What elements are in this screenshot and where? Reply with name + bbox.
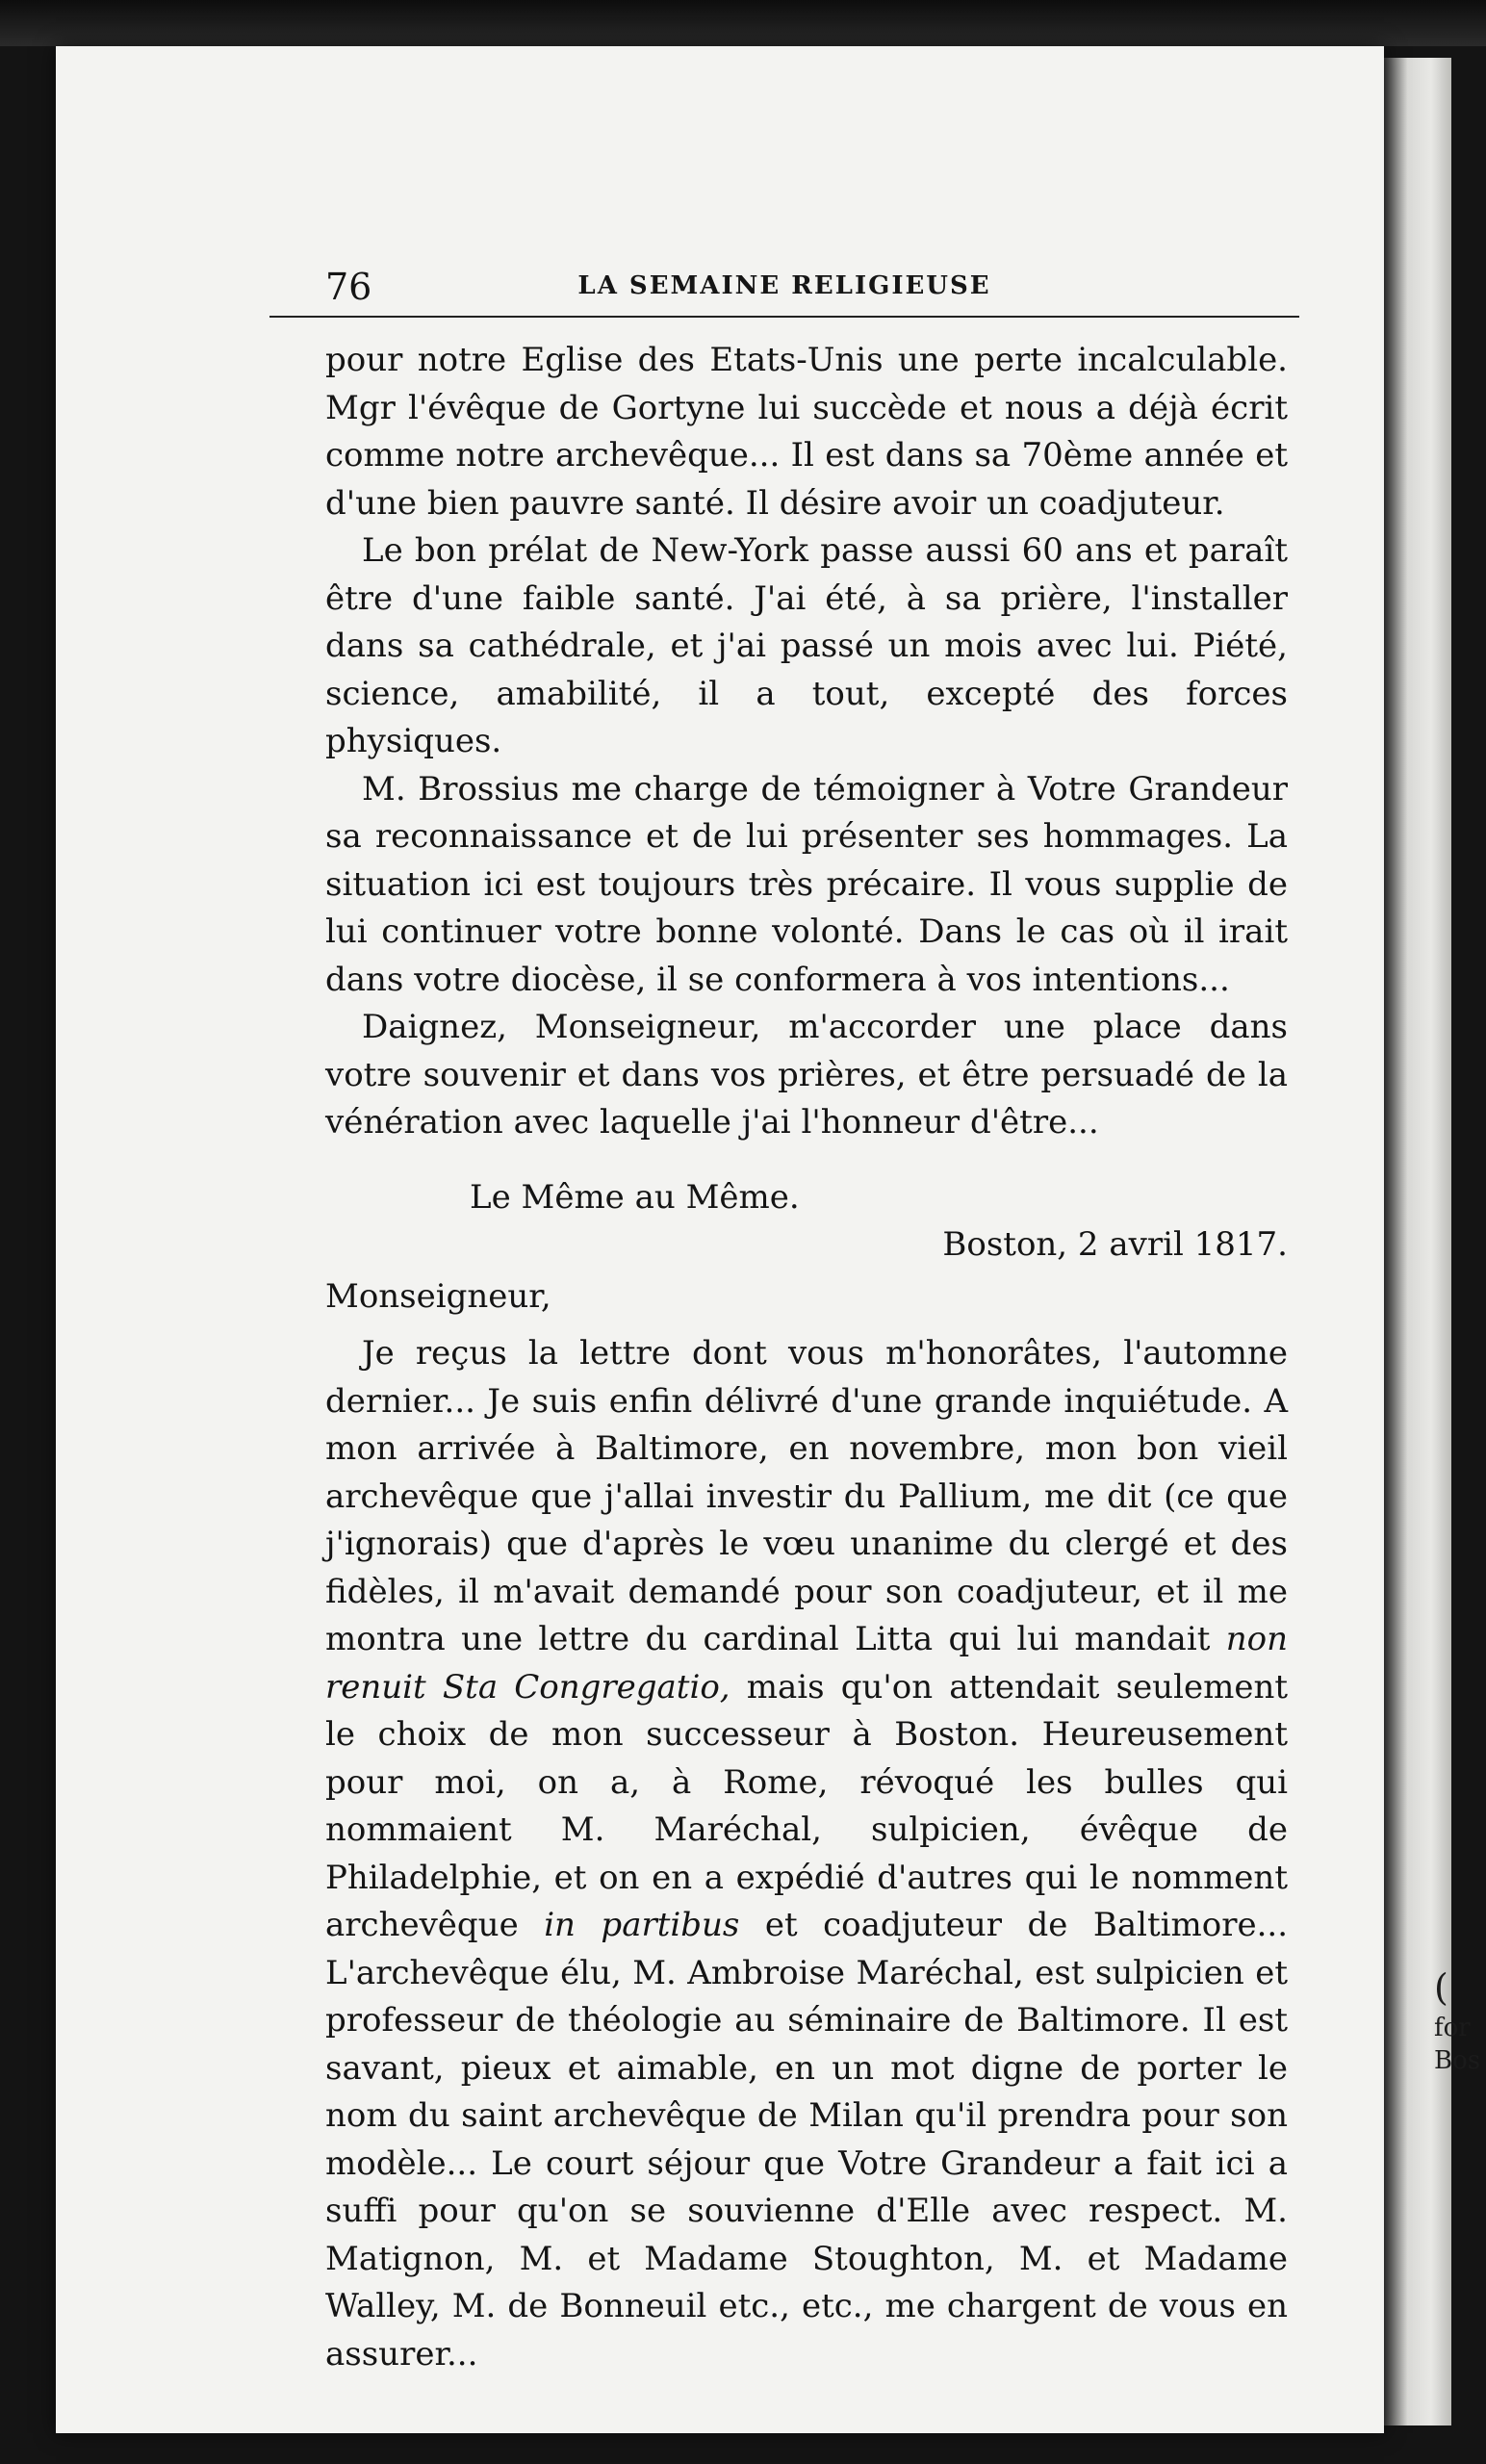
latin-phrase: non renuit Sta Congregatio, [325, 1620, 1288, 1707]
latin-phrase-in-partibus: in partibus [544, 1906, 740, 1944]
paragraph-4: Daignez, Monseigneur, m'accorder une place dans votre souvenir et dans vos prières, et être persuadé de la vénération avec laquelle j'ai l'honneur d'être... [325, 1008, 1288, 1142]
scan-background-top [0, 0, 1486, 46]
paragraph-2: Le bon prélat de New-York passe aussi 60 ans et paraît être d'une faible santé. J'ai été, à sa prière, l'installer dans sa cathédrale, et j'ai passé un mois avec lui. Piété, science, amabilité, il a tout, excepté des forces physiques. [325, 531, 1288, 760]
paragraph-3: M. Brossius me charge de témoigner à Votre Grandeur sa reconnaissance et de lui présenter ses hommages. La situation ici est toujours très précaire. Il vous supplie de lui continuer votre bonne volonté. Dans le cas où il irait dans votre diocèse, il se conformera à vos intentions... [325, 769, 1288, 999]
letter-body [325, 1330, 1288, 2378]
letter-paragraph [325, 1330, 1288, 2378]
letter-text-part3: et coadjuteur de Baltimore... L'archevêque élu, M. Ambroise Maréchal, est sulpicien et professeur de théologie au séminaire de Baltimore. Il est savant, pieux et aimable, en un mot digne de porter le nom du saint archevêque de Milan qu'il prendra pour son modèle... Le court séjour que Votre Grandeur a fait ici a suffi pour qu'on se souvienne d'Elle avec respect. M. Matignon, M. et Madame Stoughton, M. et Madame Walley, M. de Bonneuil etc., etc., me chargent de vous en assurer... [325, 1906, 1289, 2374]
running-title: LA SEMAINE RELIGIEUSE [577, 271, 991, 300]
letter-dateline: Boston, 2 avril 1817. [942, 1225, 1288, 1264]
paragraph-1: pour notre Eglise des Etats-Unis une perte incalculable. Mgr l'évêque de Gortyne lui succède et nous a déjà écrit comme notre archevêque... Il est dans sa 70ème année et d'une bien pauvre santé. Il désire avoir un coadjuteur. [325, 341, 1288, 523]
page-header [269, 258, 1299, 318]
letter-text-part1: Je reçus la lettre dont vous m'honorâtes, l'automne dernier... Je suis enfin délivré d'une grande inquiétude. A mon arrivée à Baltimore, en novembre, mon bon vieil archevêque que j'allai investir du Pallium, me dit (ce que j'ignorais) que d'après le vœu unanime du clergé et des fidèles, il m'avait demandé pour son coadjuteur, et il me montra une lettre du cardinal Litta qui lui mandait [325, 1334, 1288, 1658]
facing-fragment-1: ( [1434, 1966, 1448, 2009]
facing-fragment-3: Bos [1434, 2046, 1481, 2075]
letter-salutation: Monseigneur, [325, 1276, 551, 1316]
text-block [325, 337, 1288, 2378]
facing-fragment-2: for [1434, 2014, 1471, 2042]
letter-heading: Le Même au Même. [470, 1177, 800, 1217]
page-number: 76 [325, 266, 372, 308]
facing-page-fragment [1434, 1222, 1486, 2146]
letter-text-part2: mais qu'on attendait seulement le choix de mon successeur à Boston. Heureusement pour moi, on a, à Rome, révoqué les bulles qui nommaient M. Maréchal, sulpicien, évêque de Philadelphie, et on en a expédié d'autres qui le nomment archevêque [325, 1667, 1288, 1944]
